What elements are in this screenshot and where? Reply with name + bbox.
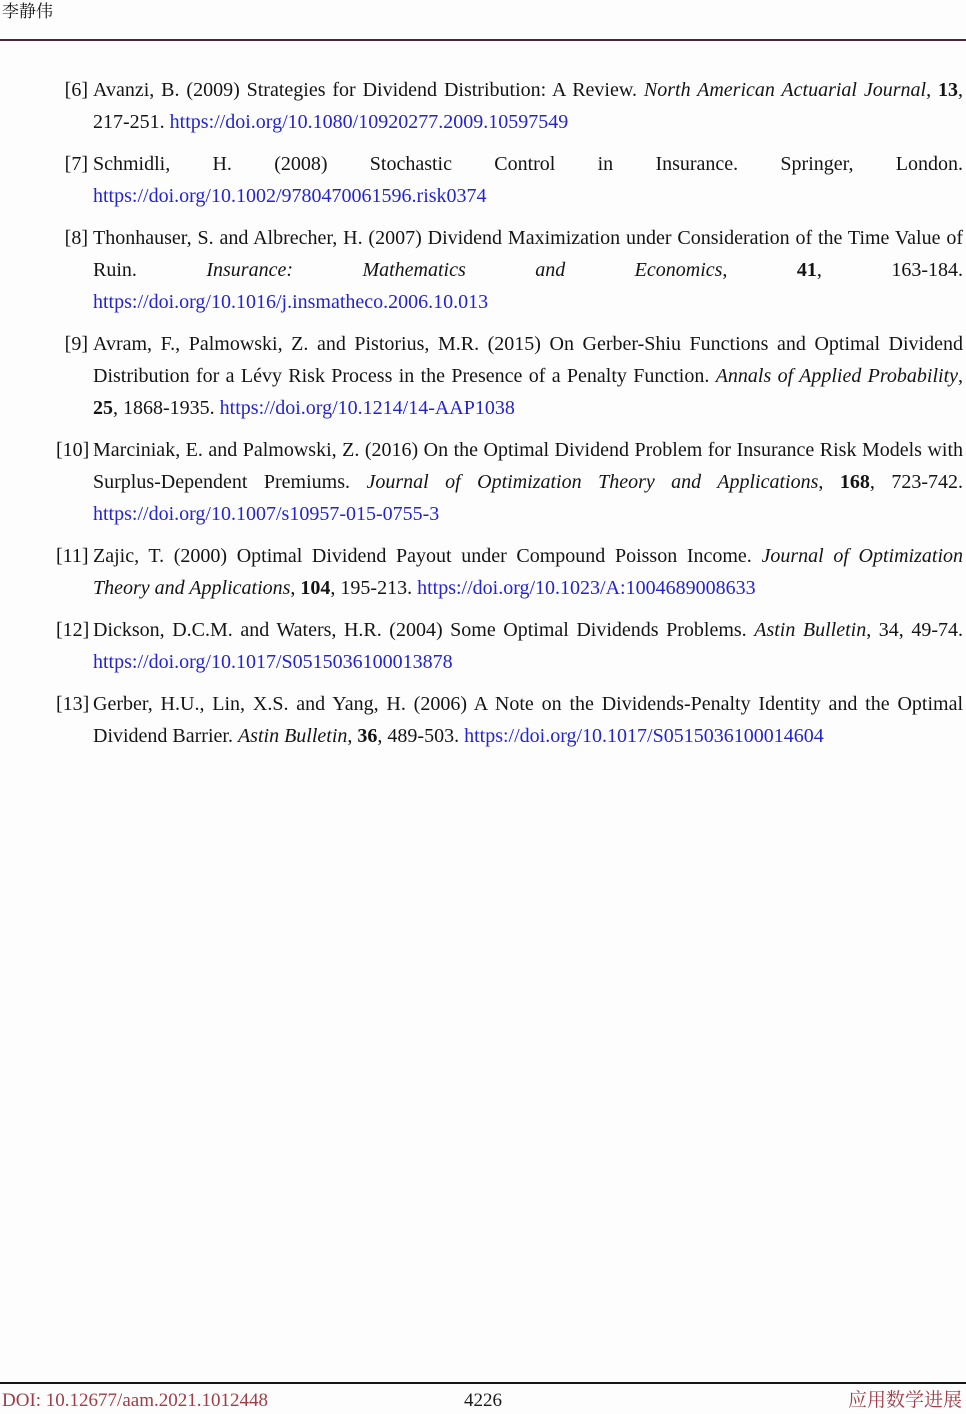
reference-number: [10]: [56, 439, 90, 461]
doi-link[interactable]: https://doi.org/10.1080/10920277.2009.10597549: [169, 111, 569, 133]
reference-item: [56, 540, 963, 604]
reference-text: [93, 79, 963, 133]
reference-segment: Marciniak, E. and Palmowski, Z. (2016) On the Optimal Dividend Problem for Insurance Risk Models with Surplus-Dependent Premiums.: [93, 439, 963, 493]
reference-segment: Astin Bulletin: [754, 619, 867, 641]
doi-link[interactable]: https://doi.org/10.1023/A:1004689008633: [417, 577, 756, 599]
reference-item: [56, 688, 963, 752]
reference-number: [6]: [64, 79, 88, 101]
running-author: 李静伟: [2, 2, 53, 21]
reference-item: [56, 614, 963, 678]
reference-item: [56, 328, 963, 424]
reference-item: [56, 222, 963, 318]
reference-segment: Insurance: Mathematics and Economics: [206, 259, 723, 281]
doi-link[interactable]: https://doi.org/10.1017/S0515036100014604: [464, 725, 824, 747]
reference-text: [93, 439, 963, 525]
reference-segment: Zajic, T. (2000) Optimal Dividend Payout under Compound Poisson Income.: [93, 545, 762, 567]
reference-segment: Journal of Optimization Theory and Applications: [366, 471, 819, 493]
references-list: [56, 74, 963, 762]
reference-segment: 104: [300, 577, 331, 599]
reference-segment: ,: [958, 365, 964, 387]
reference-text: [93, 333, 963, 419]
reference-segment: Annals of Applied Probability: [715, 365, 959, 387]
reference-number: [13]: [56, 693, 90, 715]
reference-segment: Journal of Optimization Theory and Applications: [93, 545, 963, 599]
doi-link[interactable]: https://doi.org/10.1016/j.insmatheco.2006.10.013: [93, 291, 489, 313]
reference-segment: , 489-503.: [377, 725, 465, 747]
reference-number: [12]: [56, 619, 90, 641]
reference-segment: Avanzi, B. (2009) Strategies for Dividend Distribution: A Review.: [93, 79, 644, 101]
reference-item: [56, 434, 963, 530]
reference-segment: ,: [926, 79, 939, 101]
reference-segment: Schmidli, H. (2008) Stochastic Control in Insurance. Springer, London.: [93, 153, 963, 175]
doi-link[interactable]: https://doi.org/10.1007/s10957-015-0755-3: [93, 503, 440, 525]
reference-segment: 41: [796, 259, 817, 281]
reference-segment: Gerber, H.U., Lin, X.S. and Yang, H. (2006) A Note on the Dividends-Penalty Identity and the Optimal Dividend Barrier.: [93, 693, 963, 747]
journal-name: 应用数学进展: [847, 1390, 962, 1411]
reference-segment: 13: [938, 79, 959, 101]
reference-segment: , 195-213.: [330, 577, 418, 599]
reference-segment: ,: [347, 725, 358, 747]
reference-segment: , 723-742.: [869, 471, 963, 493]
reference-segment: Astin Bulletin: [237, 725, 348, 747]
reference-text: [93, 545, 963, 599]
reference-segment: , 34, 49-74.: [866, 619, 963, 641]
reference-item: [56, 74, 963, 138]
reference-segment: , 163-184.: [816, 259, 963, 281]
doi-link[interactable]: https://doi.org/10.1002/9780470061596.risk0374: [93, 185, 487, 207]
reference-segment: ,: [290, 577, 301, 599]
doi-text: DOI: 10.12677/aam.2021.1012448: [2, 1390, 268, 1411]
doi-link[interactable]: https://doi.org/10.1214/14-AAP1038: [219, 397, 515, 419]
reference-segment: Avram, F., Palmowski, Z. and Pistorius, M.R. (2015) On Gerber-Shiu Functions and Optimal Dividend Distribution for a Lévy Risk Process in the Presence of a Penalty Function.: [93, 333, 963, 387]
reference-number: [9]: [64, 333, 88, 355]
reference-segment: 25: [93, 397, 113, 419]
footer-rule: [0, 1382, 966, 1384]
reference-segment: 36: [357, 725, 378, 747]
reference-segment: Dickson, D.C.M. and Waters, H.R. (2004) Some Optimal Dividends Problems.: [93, 619, 755, 641]
reference-text: [93, 693, 963, 747]
footer-row: [0, 1388, 966, 1414]
reference-number: [11]: [56, 545, 89, 567]
reference-text: [93, 619, 963, 673]
reference-segment: Thonhauser, S. and Albrecher, H. (2007) Dividend Maximization under Consideration of the Time Value of Ruin.: [93, 227, 963, 281]
reference-segment: , 217-251.: [93, 79, 964, 133]
reference-number: [7]: [64, 153, 88, 175]
doi-link[interactable]: https://doi.org/10.1017/S0515036100013878: [93, 651, 453, 673]
reference-text: [93, 153, 963, 207]
header-rule: [0, 39, 966, 41]
reference-item: [56, 148, 963, 212]
page-number: 4226: [464, 1390, 502, 1411]
reference-text: [93, 227, 963, 313]
reference-segment: ,: [722, 259, 797, 281]
reference-segment: 168: [839, 471, 870, 493]
reference-segment: North American Actuarial Journal: [643, 79, 927, 101]
reference-segment: , 1868-1935.: [113, 397, 220, 419]
reference-segment: ,: [818, 471, 840, 493]
reference-number: [8]: [64, 227, 88, 249]
